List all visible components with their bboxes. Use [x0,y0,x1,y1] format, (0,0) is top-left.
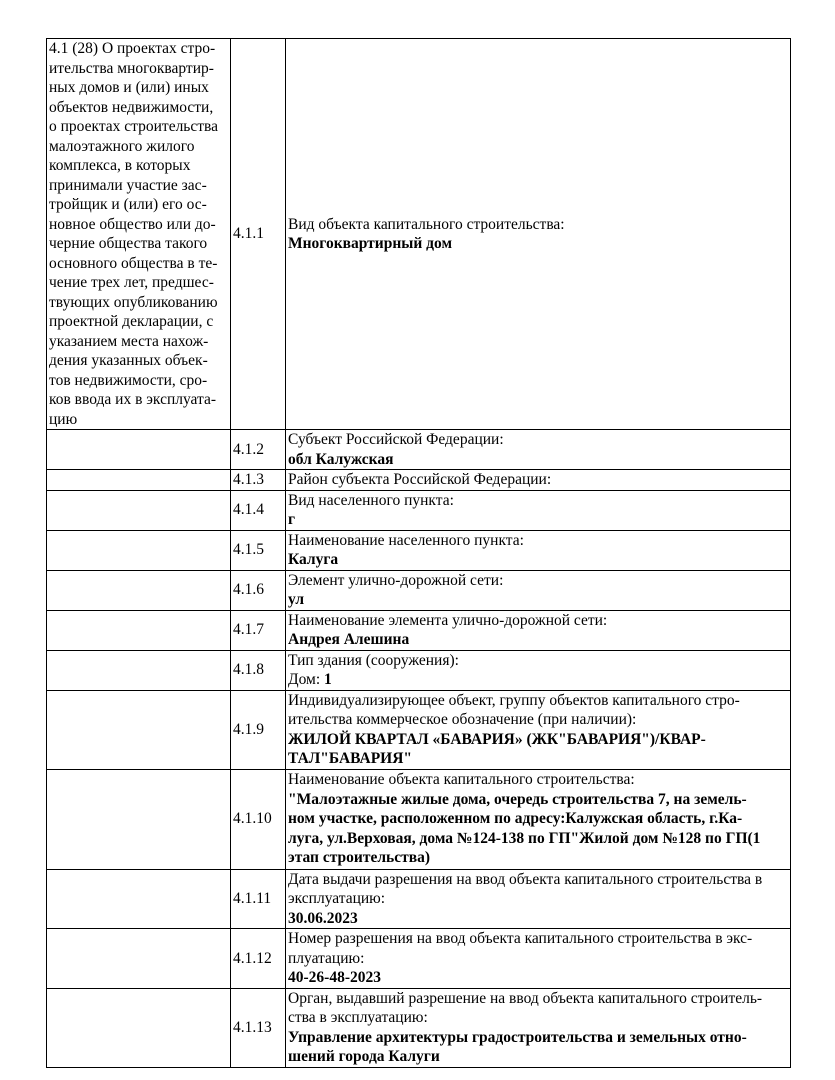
item-content [286,490,791,530]
table-row [47,650,791,690]
item-value: ЖИЛОЙ КВАРТАЛ «БАВАРИЯ» (ЖК"БАВАРИЯ")/КВАР- ТАЛ"БАВАРИЯ" [288,730,706,767]
item-content [286,430,791,470]
item-number: 4.1.7 [231,610,286,650]
item-content [286,39,791,430]
item-label: Район субъекта Российской Федерации: [288,471,552,488]
item-number: 4.1.11 [231,869,286,929]
item-label: Элемент улично-дорожной сети: [288,571,504,589]
empty-cell [47,869,231,929]
empty-cell [47,650,231,690]
empty-cell [47,530,231,570]
empty-cell [47,769,231,869]
item-value: Андрея Алешина [288,631,410,648]
table-row [47,769,791,869]
item-content [286,769,791,869]
item-value: ул [288,591,305,608]
item-number: 4.1.10 [231,769,286,869]
table-row [47,610,791,650]
item-number: 4.1.13 [231,988,286,1067]
item-label: Номер разрешения на ввод объекта капитального строительства в экс- плуатацию: [288,930,753,967]
item-content [286,869,791,929]
item-value: г [288,511,296,528]
item-label: Тип здания (сооружения): Дом: [288,651,459,688]
item-label: Вид объекта капитального строительства: [288,215,565,233]
empty-cell [47,929,231,989]
section-title-cell: 4.1 (28) О проектах стро- ительства многоквартир- ных домов и (или) иных объектов недвижимости, о проектах строительства малоэтажного жилого комплекса, в которых принимали участие зас- тройщик и (или) его ос- новное общество или до- черние общества такого основного общества в те- чение трех лет, предшес- твующих опубликованию проектной декларации, с указанием места нахож- дения указанных объек- тов недвижимости, сро- ков ввода их в эксплуата- цию [47,39,231,430]
item-value: 30.06.2023 [288,909,358,927]
item-label: Орган, выдавший разрешение на ввод объекта капитального строитель- ства в эксплуатацию: [288,989,763,1026]
item-number: 4.1.9 [231,690,286,769]
table-row [47,869,791,929]
item-number: 4.1.12 [231,929,286,989]
item-number: 4.1.1 [231,39,286,430]
table-row [47,690,791,769]
item-content [286,530,791,570]
table-row [47,570,791,610]
table-row [47,530,791,570]
empty-cell [47,430,231,470]
item-number: 4.1.6 [231,570,286,610]
item-content [286,470,791,491]
item-value: Калуга [288,551,339,568]
item-label: Наименование элемента улично-дорожной сети: [288,611,608,629]
item-content [286,570,791,610]
item-content [286,690,791,769]
item-value: 40-26-48-2023 [288,969,381,986]
item-label: Индивидуализирующее объект, группу объектов капитального стро- ительства коммерческое обозначение (при наличии): [288,691,740,728]
item-content [286,610,791,650]
empty-cell [47,690,231,769]
item-value: Управление архитектуры градостроительства и земельных отно- шений города Калуги [288,1028,747,1065]
item-label: Наименование объекта капитального строительства: [288,771,635,789]
item-value: 1 [324,671,332,688]
table-row [47,988,791,1067]
item-content [286,929,791,989]
item-number: 4.1.3 [231,470,286,491]
item-number: 4.1.2 [231,430,286,470]
empty-cell [47,470,231,491]
empty-cell [47,570,231,610]
item-value: "Малоэтажные жилые дома, очередь строительства 7, на земель- ном участке, расположенном по адресу:Калужская область, г.Ка- луга, ул.Верховая, дома №124-138 по ГП"Жилой дом №128 по ГП(1 этап строительства) [288,790,761,867]
empty-cell [47,610,231,650]
disclosure-table [46,38,791,1068]
item-content [286,650,791,690]
table-row [47,39,791,430]
table-row [47,929,791,989]
item-number: 4.1.5 [231,530,286,570]
item-label: Вид населенного пункта: [288,491,454,509]
item-number: 4.1.8 [231,650,286,690]
item-number: 4.1.4 [231,490,286,530]
item-value: Многоквартирный дом [288,235,453,252]
item-content [286,988,791,1067]
table-row [47,430,791,470]
table-row [47,490,791,530]
table-row [47,470,791,491]
item-label: Дата выдачи разрешения на ввод объекта капитального строительства в эксплуатацию: [288,870,763,907]
empty-cell [47,490,231,530]
empty-cell [47,988,231,1067]
item-label: Субъект Российской Федерации: [288,431,504,448]
item-label: Наименование населенного пункта: [288,531,524,549]
item-value: обл Калужская [288,450,394,468]
